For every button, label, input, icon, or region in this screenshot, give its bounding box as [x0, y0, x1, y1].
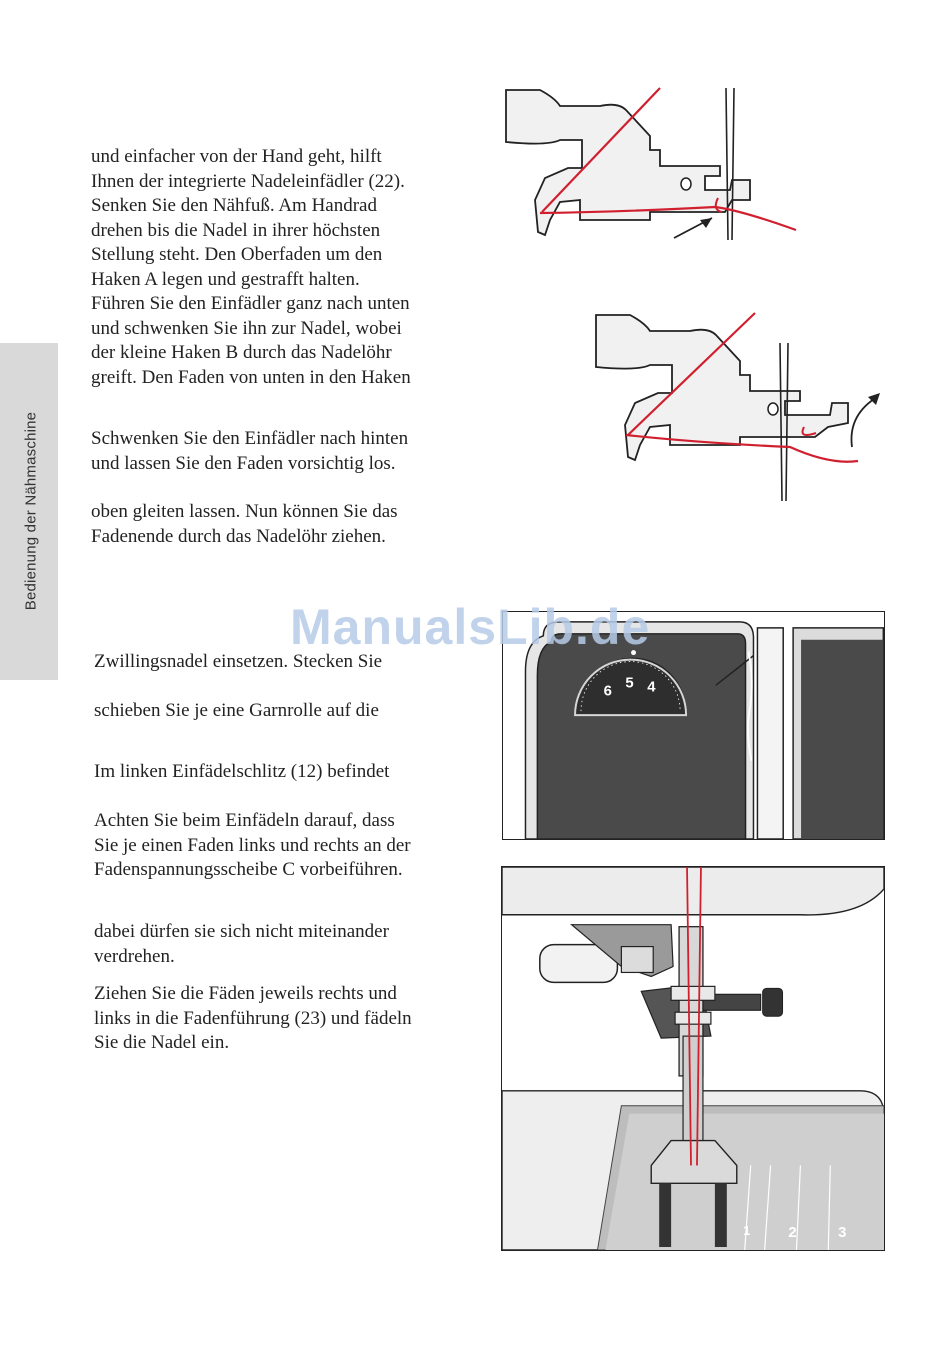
threader-illustration-1 — [500, 80, 810, 260]
stitch-plate-mark: 2 — [788, 1224, 797, 1242]
threader-illustration-2 — [590, 305, 900, 505]
paragraph-swing-back: Schwenken Sie den Einfädler nach hinten und lassen Sie den Faden vorsichtig los. — [91, 428, 409, 474]
dial-number: 5 — [625, 675, 634, 692]
paragraph-tension-disc: Achten Sie beim Einfädeln darauf, dass Sie je einen Faden links und rechts an der Fadenspannungsscheibe C vorbeiführen. — [94, 810, 411, 880]
stitch-plate-mark: 3 — [838, 1224, 847, 1242]
paragraph-pull-thread: oben gleiten lassen. Nun können Sie das Fadenende durch das Nadelöhr ziehen. — [91, 501, 398, 547]
dial-number: 6 — [603, 683, 612, 700]
paragraph-spool: schieben Sie je eine Garnrolle auf die — [94, 700, 379, 721]
sidebar-label: Bedienung der Nähmaschine — [22, 411, 40, 611]
paragraph-threader-intro: und einfacher von der Hand geht, hilft Ihnen der integrierte Nadeleinfädler (22). Senken Sie den Nähfuß. Am Handrad drehen bis die Nadel in ihrer höchsten Stellung steht. Den Oberfaden um den Haken A legen und gestrafft halten. Führen Sie den Einfädler ganz nach unten und schwenken Sie ihn zur Nadel, wobei der kleine Haken B durch das Nadelöhr greift. Den Faden von unten in den Haken — [91, 146, 411, 388]
twin-needle-illustration — [501, 866, 885, 1251]
paragraph-threading-slot: Im linken Einfädelschlitz (12) befindet — [94, 761, 390, 782]
watermark: ManualsLib.de — [290, 599, 651, 655]
paragraph-twin-needle: Zwillingsnadel einsetzen. Stecken Sie — [94, 651, 383, 672]
paragraph-no-twist: dabei dürfen sie sich nicht miteinander verdrehen. — [94, 921, 389, 967]
stitch-plate-mark: 1 — [743, 1223, 751, 1239]
dial-number: 4 — [647, 679, 656, 696]
paragraph-thread-guide: Ziehen Sie die Fäden jeweils rechts und links in die Fadenführung (23) und fädeln Sie die Nadel ein. — [94, 983, 412, 1053]
